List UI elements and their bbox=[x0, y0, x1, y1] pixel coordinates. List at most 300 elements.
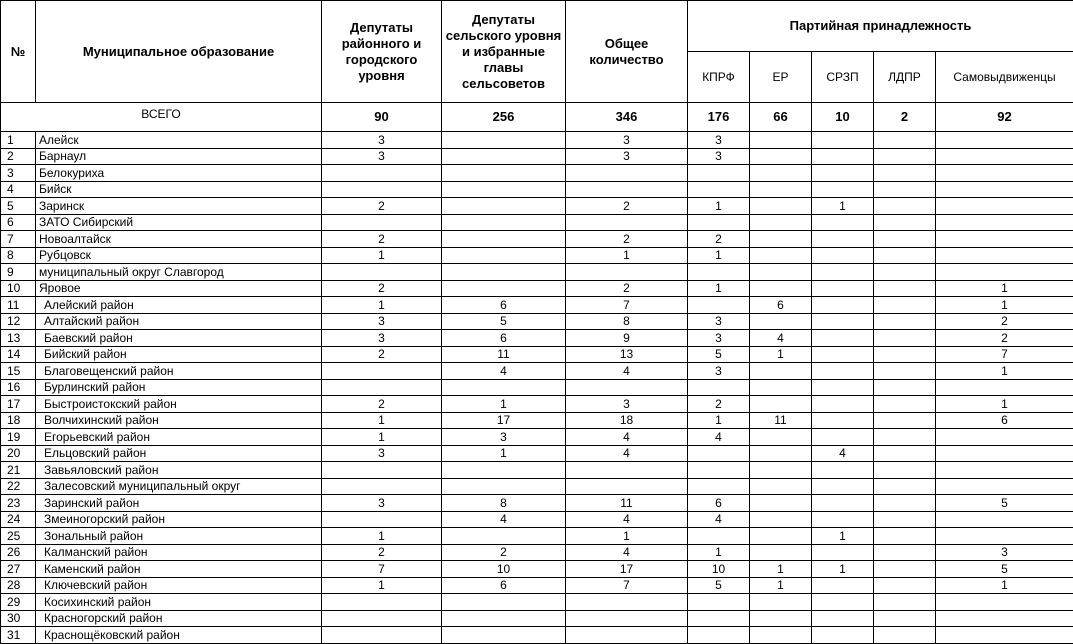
row-name: Заринск bbox=[36, 198, 322, 215]
row-name: муниципальный округ Славгород bbox=[36, 264, 322, 281]
row-srzp bbox=[812, 363, 874, 380]
row-srzp bbox=[812, 346, 874, 363]
row-er bbox=[750, 495, 812, 512]
row-num: 24 bbox=[1, 511, 36, 528]
row-self: 1 bbox=[936, 396, 1073, 413]
row-dep-selo: 4 bbox=[442, 511, 566, 528]
row-name: Калманский район bbox=[36, 544, 322, 561]
row-kprf bbox=[688, 610, 750, 627]
row-er bbox=[750, 379, 812, 396]
row-total: 13 bbox=[566, 346, 688, 363]
row-ldpr bbox=[874, 132, 936, 149]
row-name: Барнаул bbox=[36, 148, 322, 165]
table-row bbox=[1, 247, 1073, 264]
row-er bbox=[750, 231, 812, 248]
row-num: 8 bbox=[1, 247, 36, 264]
row-ldpr bbox=[874, 280, 936, 297]
row-kprf bbox=[688, 379, 750, 396]
row-name: ЗАТО Сибирский bbox=[36, 214, 322, 231]
row-dep-selo bbox=[442, 610, 566, 627]
row-dep-raion: 1 bbox=[322, 412, 442, 429]
row-dep-selo bbox=[442, 198, 566, 215]
row-srzp bbox=[812, 462, 874, 479]
totals-srzp: 10 bbox=[812, 103, 874, 132]
row-num: 4 bbox=[1, 181, 36, 198]
row-name: Бийск bbox=[36, 181, 322, 198]
row-dep-raion: 3 bbox=[322, 148, 442, 165]
row-kprf bbox=[688, 478, 750, 495]
row-num: 5 bbox=[1, 198, 36, 215]
table-row bbox=[1, 264, 1073, 281]
row-dep-raion: 3 bbox=[322, 132, 442, 149]
table-row bbox=[1, 148, 1073, 165]
table-row bbox=[1, 577, 1073, 594]
row-kprf: 3 bbox=[688, 313, 750, 330]
row-dep-raion: 1 bbox=[322, 577, 442, 594]
row-ldpr bbox=[874, 379, 936, 396]
row-dep-raion: 2 bbox=[322, 544, 442, 561]
row-dep-raion: 1 bbox=[322, 297, 442, 314]
row-name: Ельцовский район bbox=[36, 445, 322, 462]
row-num: 10 bbox=[1, 280, 36, 297]
row-self bbox=[936, 264, 1073, 281]
row-srzp bbox=[812, 247, 874, 264]
row-dep-raion: 3 bbox=[322, 313, 442, 330]
table-row bbox=[1, 511, 1073, 528]
row-dep-raion bbox=[322, 610, 442, 627]
row-dep-raion bbox=[322, 511, 442, 528]
header-self: Самовыдвиженцы bbox=[936, 52, 1073, 103]
row-num: 23 bbox=[1, 495, 36, 512]
row-er: 6 bbox=[750, 297, 812, 314]
row-kprf: 3 bbox=[688, 148, 750, 165]
row-num: 15 bbox=[1, 363, 36, 380]
row-total: 1 bbox=[566, 247, 688, 264]
row-self bbox=[936, 528, 1073, 545]
row-ldpr bbox=[874, 198, 936, 215]
row-name: Заринский район bbox=[36, 495, 322, 512]
row-ldpr bbox=[874, 264, 936, 281]
row-dep-raion: 3 bbox=[322, 445, 442, 462]
row-er bbox=[750, 445, 812, 462]
header-dep-selo: Депутаты сельского уровня и избранные главы сельсоветов bbox=[442, 1, 566, 103]
row-kprf bbox=[688, 462, 750, 479]
totals-ldpr: 2 bbox=[874, 103, 936, 132]
row-ldpr bbox=[874, 214, 936, 231]
row-srzp bbox=[812, 148, 874, 165]
row-num: 9 bbox=[1, 264, 36, 281]
table-row bbox=[1, 561, 1073, 578]
row-kprf: 3 bbox=[688, 132, 750, 149]
row-kprf: 3 bbox=[688, 330, 750, 347]
row-er bbox=[750, 247, 812, 264]
row-self bbox=[936, 429, 1073, 446]
row-dep-raion bbox=[322, 264, 442, 281]
row-ldpr bbox=[874, 627, 936, 644]
table-row bbox=[1, 132, 1073, 149]
row-ldpr bbox=[874, 577, 936, 594]
row-self bbox=[936, 445, 1073, 462]
row-kprf: 1 bbox=[688, 198, 750, 215]
row-num: 6 bbox=[1, 214, 36, 231]
row-srzp bbox=[812, 379, 874, 396]
row-dep-selo bbox=[442, 594, 566, 611]
row-ldpr bbox=[874, 544, 936, 561]
row-er bbox=[750, 264, 812, 281]
row-dep-raion: 1 bbox=[322, 528, 442, 545]
row-ldpr bbox=[874, 297, 936, 314]
row-srzp bbox=[812, 297, 874, 314]
row-name: Алтайский район bbox=[36, 313, 322, 330]
row-dep-selo bbox=[442, 627, 566, 644]
row-ldpr bbox=[874, 511, 936, 528]
header-kprf: КПРФ bbox=[688, 52, 750, 103]
row-srzp bbox=[812, 495, 874, 512]
row-self: 1 bbox=[936, 363, 1073, 380]
row-total: 3 bbox=[566, 396, 688, 413]
row-kprf bbox=[688, 528, 750, 545]
row-er bbox=[750, 594, 812, 611]
row-dep-selo bbox=[442, 165, 566, 182]
row-num: 19 bbox=[1, 429, 36, 446]
row-er bbox=[750, 528, 812, 545]
row-total: 2 bbox=[566, 231, 688, 248]
totals-dep-selo: 256 bbox=[442, 103, 566, 132]
row-dep-selo bbox=[442, 462, 566, 479]
row-dep-selo: 6 bbox=[442, 297, 566, 314]
table-row bbox=[1, 363, 1073, 380]
row-num: 28 bbox=[1, 577, 36, 594]
row-total: 11 bbox=[566, 495, 688, 512]
row-dep-selo bbox=[442, 478, 566, 495]
row-self bbox=[936, 132, 1073, 149]
row-total: 2 bbox=[566, 280, 688, 297]
row-name: Баевский район bbox=[36, 330, 322, 347]
row-dep-raion bbox=[322, 214, 442, 231]
table-row bbox=[1, 627, 1073, 644]
row-srzp bbox=[812, 396, 874, 413]
row-ldpr bbox=[874, 231, 936, 248]
row-total: 4 bbox=[566, 445, 688, 462]
row-dep-selo: 17 bbox=[442, 412, 566, 429]
row-srzp bbox=[812, 429, 874, 446]
row-self bbox=[936, 165, 1073, 182]
row-dep-raion bbox=[322, 363, 442, 380]
row-num: 17 bbox=[1, 396, 36, 413]
row-dep-raion bbox=[322, 594, 442, 611]
row-self bbox=[936, 594, 1073, 611]
row-er: 4 bbox=[750, 330, 812, 347]
row-ldpr bbox=[874, 165, 936, 182]
row-kprf: 5 bbox=[688, 346, 750, 363]
row-ldpr bbox=[874, 478, 936, 495]
table-row bbox=[1, 313, 1073, 330]
row-srzp bbox=[812, 280, 874, 297]
row-ldpr bbox=[874, 462, 936, 479]
table-row bbox=[1, 346, 1073, 363]
row-ldpr bbox=[874, 445, 936, 462]
row-total bbox=[566, 379, 688, 396]
row-srzp bbox=[812, 313, 874, 330]
row-name: Бурлинский район bbox=[36, 379, 322, 396]
row-name: Алейский район bbox=[36, 297, 322, 314]
row-srzp bbox=[812, 181, 874, 198]
row-self: 2 bbox=[936, 313, 1073, 330]
row-dep-selo bbox=[442, 379, 566, 396]
row-dep-selo bbox=[442, 247, 566, 264]
row-self bbox=[936, 478, 1073, 495]
row-name: Белокуриха bbox=[36, 165, 322, 182]
row-self bbox=[936, 379, 1073, 396]
row-srzp bbox=[812, 231, 874, 248]
row-srzp bbox=[812, 132, 874, 149]
row-ldpr bbox=[874, 247, 936, 264]
row-num: 21 bbox=[1, 462, 36, 479]
row-er bbox=[750, 198, 812, 215]
header-party: Партийная принадлежность bbox=[688, 1, 1073, 52]
row-kprf bbox=[688, 297, 750, 314]
row-dep-raion: 2 bbox=[322, 280, 442, 297]
row-kprf bbox=[688, 445, 750, 462]
table-row bbox=[1, 478, 1073, 495]
row-srzp: 1 bbox=[812, 561, 874, 578]
row-ldpr bbox=[874, 330, 936, 347]
row-total: 9 bbox=[566, 330, 688, 347]
row-dep-raion: 2 bbox=[322, 198, 442, 215]
table-row bbox=[1, 214, 1073, 231]
table-row bbox=[1, 528, 1073, 545]
row-name: Егорьевский район bbox=[36, 429, 322, 446]
row-dep-raion: 2 bbox=[322, 231, 442, 248]
row-kprf: 6 bbox=[688, 495, 750, 512]
row-er bbox=[750, 610, 812, 627]
row-self bbox=[936, 214, 1073, 231]
row-name: Рубцовск bbox=[36, 247, 322, 264]
row-num: 1 bbox=[1, 132, 36, 149]
row-dep-selo: 11 bbox=[442, 346, 566, 363]
row-name: Залесовский муниципальный округ bbox=[36, 478, 322, 495]
table-row bbox=[1, 462, 1073, 479]
row-srzp: 1 bbox=[812, 528, 874, 545]
row-srzp: 4 bbox=[812, 445, 874, 462]
row-dep-raion bbox=[322, 462, 442, 479]
row-self bbox=[936, 148, 1073, 165]
table-row bbox=[1, 379, 1073, 396]
table-row bbox=[1, 429, 1073, 446]
row-kprf: 2 bbox=[688, 396, 750, 413]
row-total bbox=[566, 214, 688, 231]
table-row bbox=[1, 297, 1073, 314]
row-ldpr bbox=[874, 412, 936, 429]
row-srzp bbox=[812, 594, 874, 611]
header-er: ЕР bbox=[750, 52, 812, 103]
row-dep-raion: 3 bbox=[322, 330, 442, 347]
row-dep-selo bbox=[442, 264, 566, 281]
row-self bbox=[936, 627, 1073, 644]
header-ldpr: ЛДПР bbox=[874, 52, 936, 103]
row-name: Яровое bbox=[36, 280, 322, 297]
row-name: Волчихинский район bbox=[36, 412, 322, 429]
row-num: 12 bbox=[1, 313, 36, 330]
row-srzp bbox=[812, 544, 874, 561]
row-dep-selo bbox=[442, 181, 566, 198]
row-total: 2 bbox=[566, 198, 688, 215]
row-kprf: 3 bbox=[688, 363, 750, 380]
row-srzp bbox=[812, 511, 874, 528]
row-total bbox=[566, 627, 688, 644]
row-er bbox=[750, 478, 812, 495]
row-dep-selo: 10 bbox=[442, 561, 566, 578]
totals-self: 92 bbox=[936, 103, 1073, 132]
row-name: Косихинский район bbox=[36, 594, 322, 611]
header-total: Общее количество bbox=[566, 1, 688, 103]
row-er bbox=[750, 363, 812, 380]
row-dep-selo: 2 bbox=[442, 544, 566, 561]
row-kprf bbox=[688, 627, 750, 644]
row-kprf bbox=[688, 181, 750, 198]
row-total bbox=[566, 610, 688, 627]
row-dep-selo: 1 bbox=[442, 396, 566, 413]
row-srzp bbox=[812, 478, 874, 495]
table-row bbox=[1, 445, 1073, 462]
row-dep-raion: 3 bbox=[322, 495, 442, 512]
row-ldpr bbox=[874, 181, 936, 198]
header-dep-raion: Депутаты районного и городского уровня bbox=[322, 1, 442, 103]
row-dep-raion: 2 bbox=[322, 396, 442, 413]
row-name: Ключевский район bbox=[36, 577, 322, 594]
row-num: 14 bbox=[1, 346, 36, 363]
row-total: 8 bbox=[566, 313, 688, 330]
totals-label: ВСЕГО bbox=[1, 103, 322, 132]
row-name: Зональный район bbox=[36, 528, 322, 545]
row-num: 29 bbox=[1, 594, 36, 611]
row-er bbox=[750, 181, 812, 198]
row-ldpr bbox=[874, 396, 936, 413]
row-total bbox=[566, 165, 688, 182]
header-municipality: Муниципальное образование bbox=[36, 1, 322, 103]
row-total: 18 bbox=[566, 412, 688, 429]
table-row bbox=[1, 396, 1073, 413]
row-dep-selo: 1 bbox=[442, 445, 566, 462]
row-ldpr bbox=[874, 346, 936, 363]
row-total: 7 bbox=[566, 297, 688, 314]
row-srzp bbox=[812, 412, 874, 429]
row-num: 25 bbox=[1, 528, 36, 545]
row-dep-raion bbox=[322, 478, 442, 495]
row-total: 4 bbox=[566, 429, 688, 446]
row-kprf: 1 bbox=[688, 280, 750, 297]
row-ldpr bbox=[874, 610, 936, 627]
row-dep-raion bbox=[322, 181, 442, 198]
row-self bbox=[936, 181, 1073, 198]
totals-total: 346 bbox=[566, 103, 688, 132]
row-er bbox=[750, 396, 812, 413]
row-srzp bbox=[812, 214, 874, 231]
row-total: 17 bbox=[566, 561, 688, 578]
table-row bbox=[1, 610, 1073, 627]
row-ldpr bbox=[874, 594, 936, 611]
row-dep-raion bbox=[322, 379, 442, 396]
row-srzp bbox=[812, 264, 874, 281]
table-row bbox=[1, 495, 1073, 512]
row-ldpr bbox=[874, 313, 936, 330]
row-total: 4 bbox=[566, 544, 688, 561]
row-dep-selo: 8 bbox=[442, 495, 566, 512]
row-total bbox=[566, 478, 688, 495]
row-self: 3 bbox=[936, 544, 1073, 561]
row-kprf bbox=[688, 594, 750, 611]
row-name: Бийский район bbox=[36, 346, 322, 363]
table-row bbox=[1, 165, 1073, 182]
row-er: 1 bbox=[750, 577, 812, 594]
row-er bbox=[750, 313, 812, 330]
row-dep-selo: 6 bbox=[442, 577, 566, 594]
row-total bbox=[566, 462, 688, 479]
row-kprf: 4 bbox=[688, 511, 750, 528]
row-num: 18 bbox=[1, 412, 36, 429]
row-self: 5 bbox=[936, 561, 1073, 578]
row-total bbox=[566, 264, 688, 281]
totals-kprf: 176 bbox=[688, 103, 750, 132]
row-er bbox=[750, 511, 812, 528]
row-er bbox=[750, 280, 812, 297]
row-ldpr bbox=[874, 429, 936, 446]
row-kprf: 10 bbox=[688, 561, 750, 578]
row-num: 30 bbox=[1, 610, 36, 627]
row-num: 31 bbox=[1, 627, 36, 644]
table-row bbox=[1, 330, 1073, 347]
row-dep-raion: 7 bbox=[322, 561, 442, 578]
row-dep-selo bbox=[442, 231, 566, 248]
row-self: 5 bbox=[936, 495, 1073, 512]
row-self bbox=[936, 511, 1073, 528]
table-row bbox=[1, 594, 1073, 611]
row-dep-selo bbox=[442, 132, 566, 149]
header-num: № bbox=[1, 1, 36, 103]
row-name: Змеиногорский район bbox=[36, 511, 322, 528]
row-er bbox=[750, 544, 812, 561]
row-total: 1 bbox=[566, 528, 688, 545]
row-kprf: 5 bbox=[688, 577, 750, 594]
table-row bbox=[1, 544, 1073, 561]
row-total: 3 bbox=[566, 132, 688, 149]
row-kprf: 2 bbox=[688, 231, 750, 248]
row-num: 22 bbox=[1, 478, 36, 495]
row-self bbox=[936, 610, 1073, 627]
table-row bbox=[1, 280, 1073, 297]
row-total: 4 bbox=[566, 363, 688, 380]
row-self bbox=[936, 462, 1073, 479]
table-row bbox=[1, 181, 1073, 198]
row-num: 16 bbox=[1, 379, 36, 396]
row-kprf: 1 bbox=[688, 544, 750, 561]
row-er: 11 bbox=[750, 412, 812, 429]
header-srzp: СРЗП bbox=[812, 52, 874, 103]
row-kprf: 1 bbox=[688, 247, 750, 264]
row-dep-raion: 1 bbox=[322, 247, 442, 264]
row-er: 1 bbox=[750, 346, 812, 363]
totals-er: 66 bbox=[750, 103, 812, 132]
row-kprf bbox=[688, 165, 750, 182]
row-ldpr bbox=[874, 495, 936, 512]
row-dep-raion: 2 bbox=[322, 346, 442, 363]
row-total bbox=[566, 181, 688, 198]
row-srzp bbox=[812, 627, 874, 644]
row-dep-raion: 1 bbox=[322, 429, 442, 446]
row-self: 7 bbox=[936, 346, 1073, 363]
row-dep-selo: 6 bbox=[442, 330, 566, 347]
row-self bbox=[936, 247, 1073, 264]
